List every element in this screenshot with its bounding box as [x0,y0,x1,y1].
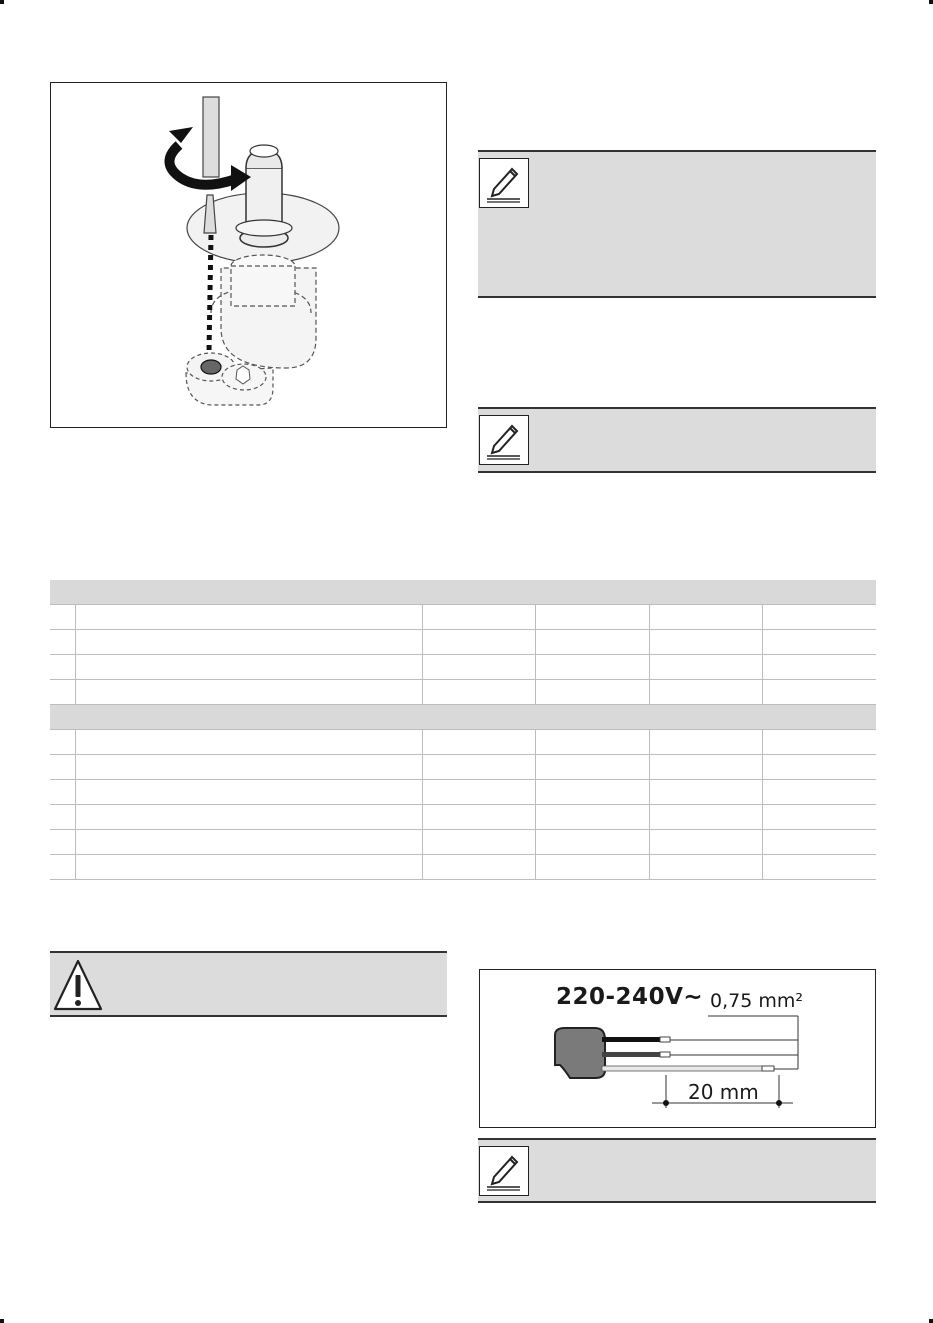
table-row [50,855,876,880]
warning-triangle-icon [52,957,104,1013]
table-section-header [50,580,876,605]
table-row [50,680,876,705]
crop-mark [929,1319,933,1323]
table-row [50,830,876,855]
table-row [50,730,876,755]
pencil-note-icon [479,415,529,465]
pencil-note-icon [479,158,529,208]
installation-figure [50,82,447,428]
table-row [50,605,876,630]
table-row [50,755,876,780]
table-row [50,655,876,680]
note-box [478,407,876,473]
note-box [478,1138,876,1203]
cross-section-label: 0,75 mm² [710,990,803,1012]
table-row [50,630,876,655]
pencil-note-icon [479,1146,529,1196]
table-row [50,805,876,830]
strip-length-label: 20 mm [688,1080,759,1104]
spec-table [50,580,876,880]
note-box [478,150,876,298]
crop-mark [0,0,4,4]
warning-box [50,951,447,1017]
table-section-header [50,705,876,730]
table-row [50,780,876,805]
crop-mark [929,0,933,4]
voltage-label: 220-240V~ [556,984,704,1010]
tube-icon [51,83,446,427]
wiring-diagram [479,969,876,1128]
crop-mark [0,1319,4,1323]
